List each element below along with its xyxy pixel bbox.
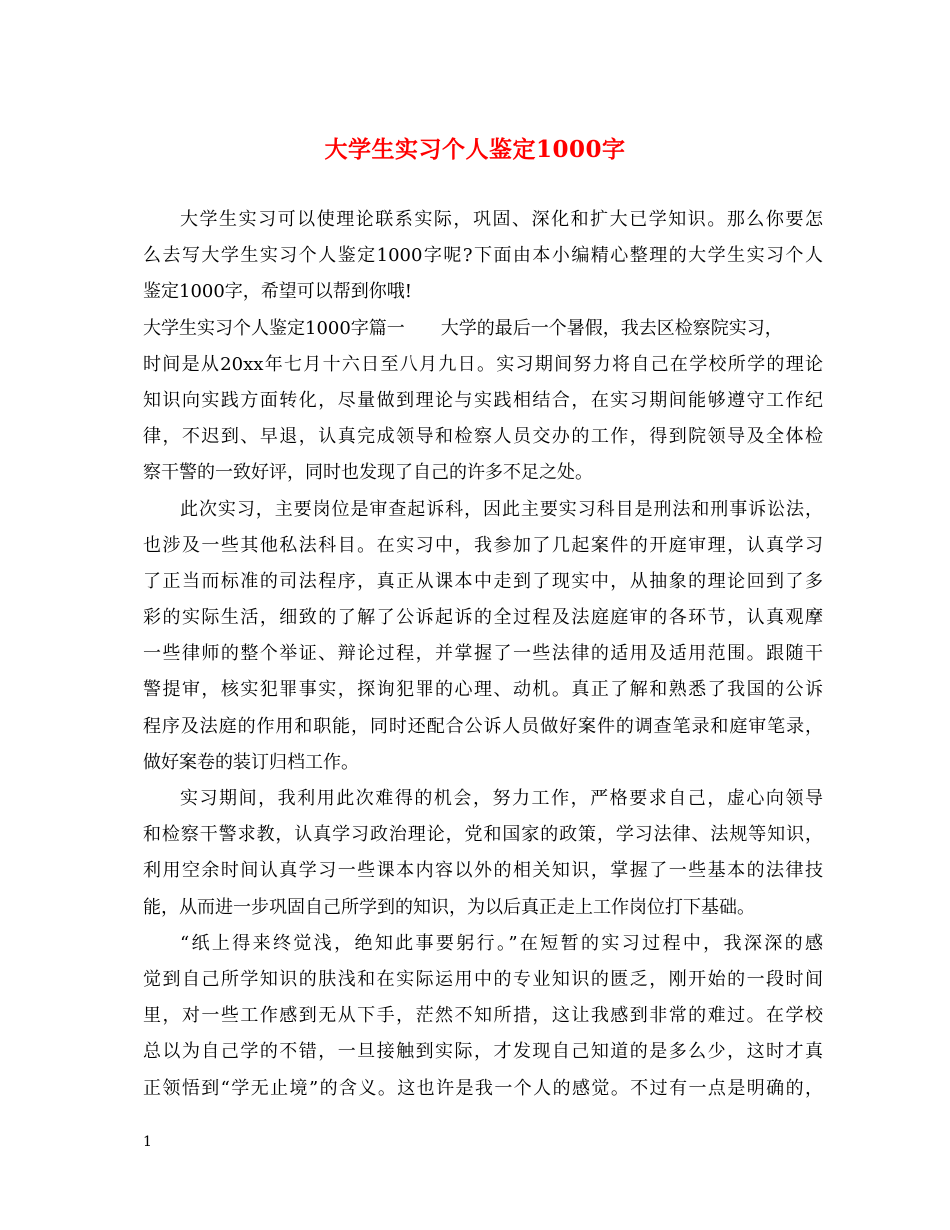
body-line: 也涉及一些其他私法科目。在实习中，我参加了几起案件的开庭审理，认真学习 <box>143 534 823 556</box>
body-line: 和检察干警求教，认真学习政治理论，党和国家的政策，学习法律、法规等知识， <box>143 824 823 846</box>
body-line: 时间是从20xx年七月十六日至八月九日。实习期间努力将自己在学校所学的理论 <box>143 353 823 375</box>
body-line: 鉴定1000字，希望可以帮到你哦! <box>143 281 413 303</box>
document-title: 大学生实习个人鉴定1000字 <box>324 136 626 163</box>
body-line: 能，从而进一步巩固自己所学到的知识，为以后真正走上工作岗位打下基础。 <box>143 896 755 918</box>
body-line: 警提审，核实犯罪事实，探询犯罪的心理、动机。真正了解和熟悉了我国的公诉 <box>143 679 823 701</box>
body-line: 大学生实习个人鉴定1000字篇一 大学的最后一个暑假，我去区检察院实习， <box>143 317 783 339</box>
body-line: 大学生实习可以使理论联系实际，巩固、深化和扩大已学知识。那么你要怎 <box>180 209 823 230</box>
body-line: 察干警的一致好评，同时也发现了自己的许多不足之处。 <box>143 462 593 484</box>
body-line: 么去写大学生实习个人鉴定1000字呢?下面由本小编精心整理的大学生实习个人 <box>143 245 823 267</box>
body-line: 觉到自己所学知识的肤浅和在实际运用中的专业知识的匮乏，刚开始的一段时间 <box>143 968 823 990</box>
body-line: 了正当而标准的司法程序，真正从课本中走到了现实中，从抽象的理论回到了多 <box>143 570 823 592</box>
body-line: 总以为自己学的不错，一旦接触到实际，才发现自己知道的是多么少，这时才真 <box>143 1041 823 1063</box>
body-line: “纸上得来终觉浅，绝知此事要躬行。”在短暂的实习过程中，我深深的感 <box>180 932 823 954</box>
body-line: 此次实习，主要岗位是审查起诉科，因此主要实习科目是刑法和刑事诉讼法， <box>180 498 823 520</box>
document-body <box>143 202 823 1107</box>
body-line: 一些律师的整个举证、辩论过程，并掌握了一些法律的适用及适用范围。跟随干 <box>143 643 823 665</box>
body-line: 实习期间，我利用此次难得的机会，努力工作，严格要求自己，虚心向领导 <box>180 788 823 809</box>
body-line: 里，对一些工作感到无从下手，茫然不知所措，这让我感到非常的难过。在学校 <box>143 1005 823 1027</box>
body-line: 知识向实践方面转化，尽量做到理论与实践相结合，在实习期间能够遵守工作纪 <box>143 389 823 411</box>
body-line: 做好案卷的装订归档工作。 <box>143 751 359 773</box>
body-line: 彩的实际生活，细致的了解了公诉起诉的全过程及法庭庭审的各环节，认真观摩 <box>143 607 823 629</box>
body-line: 利用空余时间认真学习一些课本内容以外的相关知识，掌握了一些基本的法律技 <box>143 860 823 882</box>
body-line: 正领悟到“学无止境”的含义。这也许是我一个人的感觉。不过有一点是明确的， <box>143 1077 823 1099</box>
body-line: 律，不迟到、早退，认真完成领导和检察人员交办的工作，得到院领导及全体检 <box>143 426 823 448</box>
page-number: 1 <box>143 1134 152 1150</box>
body-line: 程序及法庭的作用和职能，同时还配合公诉人员做好案件的调查笔录和庭审笔录， <box>143 715 823 737</box>
